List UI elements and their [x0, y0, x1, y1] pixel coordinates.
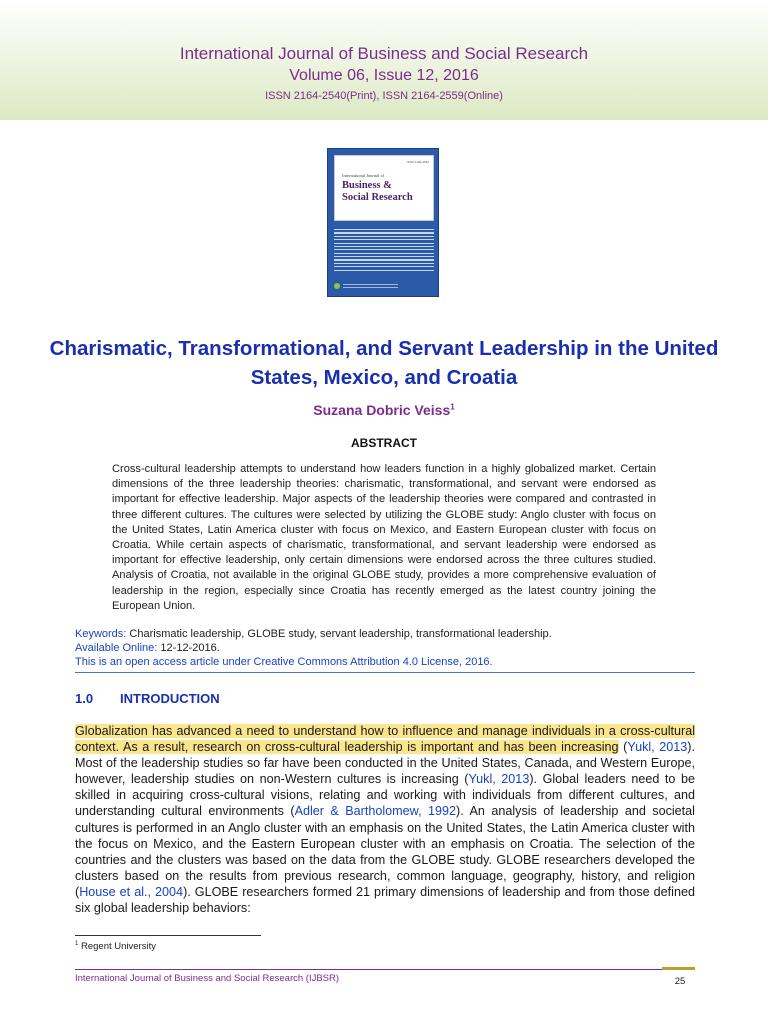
cover-intl-text: International Journal of [342, 173, 385, 178]
section-title: INTRODUCTION [120, 691, 220, 706]
cover-text-lines [334, 229, 434, 273]
license-link[interactable]: This is an open access article under Creative Commons Attribution 4.0 License, 2016. [75, 656, 493, 668]
footnote [75, 941, 156, 952]
author-name: Suzana Dobric Veiss [313, 402, 451, 418]
cover-title [342, 180, 434, 204]
paragraph-text: ). An analysis of leadership and societal cultures is performed in an Anglo cluster with an emphasis on the United States, the Latin America cluster with the focus on Mexico, and the Eastern European cluster with an emphasis on Croatia. The selection of the countries and the clusters was based on the data from the GLOBE study. GLOBE researchers developed the clusters based on the results from previous research, common language, geography, history, and religion ( [75, 804, 695, 899]
cover-footer-lines [343, 284, 398, 290]
citation-link[interactable]: Adler & Bartholomew, 1992 [294, 804, 457, 819]
page-number: 25 [674, 976, 686, 987]
keywords-line [75, 627, 695, 641]
paper-title: Charismatic, Transformational, and Servant Leadership in the United States, Mexico, and Croatia [49, 337, 719, 389]
section-heading-introduction [75, 691, 220, 706]
keywords-text: Charismatic leadership, GLOBE study, servant leadership, transformational leadership. [129, 628, 552, 640]
section-number: 1.0 [75, 691, 94, 706]
introduction-paragraph [75, 723, 695, 916]
available-online-line [75, 641, 695, 655]
footnote-text: Regent University [78, 941, 156, 953]
available-online-date: 12-12-2016. [160, 642, 220, 654]
citation-link[interactable]: Yukl, 2013 [627, 740, 688, 755]
journal-issn: ISSN 2164-2540(Print), ISSN 2164-2559(Online) [265, 90, 503, 102]
footnote-divider [75, 935, 261, 936]
keywords-label: Keywords: [75, 628, 127, 640]
footer-divider [75, 969, 695, 970]
cover-title-line2: Social Research [342, 192, 413, 203]
journal-header [0, 0, 768, 120]
abstract-heading: ABSTRACT [351, 436, 417, 450]
footer-journal-name: International Journal of Business and Social Research (IJBSR) [75, 973, 340, 984]
footer-accent-bar [662, 967, 695, 970]
cover-title-line1: Business & [342, 180, 392, 191]
highlighted-text: Globalization has advanced a need to understand how to influence and manage individuals in a cross-cultural context. As a result, research on cross-cultural leadership is important and has been increasing [75, 724, 695, 755]
journal-name: International Journal of Business and Social Research [179, 44, 589, 63]
paragraph-text: ( [618, 740, 628, 755]
journal-cover-image [327, 148, 439, 297]
paragraph-text: ). Global leaders need to be skilled in acquiring cross-cultural visions, relating and working with individuals from different cultures, and understanding cultural environments ( [75, 772, 695, 819]
paragraph-text: ). GLOBE researchers formed 21 primary dimensions of leadership and from those defined six global leadership behaviors: [75, 884, 695, 916]
cover-logo-icon [334, 283, 340, 289]
citation-link[interactable]: Yukl, 2013 [468, 772, 530, 787]
author-footnote-marker: 1 [450, 402, 455, 412]
cover-title-panel [334, 155, 434, 221]
footnote-marker: 1 [75, 941, 79, 947]
cover-issn: ISSN 2164-2540 [406, 160, 429, 164]
available-online-label: Available Online: [75, 642, 158, 654]
divider [75, 672, 695, 673]
citation-link[interactable]: House et al., 2004 [79, 884, 184, 899]
journal-volume: Volume 06, Issue 12, 2016 [289, 67, 479, 84]
paper-author [0, 402, 768, 418]
abstract-text: Cross-cultural leadership attempts to understand how leaders function in a highly globalized market. Certain dimensions of the three leadership theories: charismatic, transformational, and servant were endorsed as important for effective leadership. Major aspects of the leadership theories were compared and contrasted in three different cultures. The cultures were selected by utilizing the GLOBE study: Anglo cluster with focus on the United States, Latin America cluster with focus on Mexico, and Eastern European cluster with focus on Croatia. While certain aspects of charismatic, transformational, and servant leadership were endorsed as important for effective leadership, only certain dimensions were endorsed across the three cultures studied. Analysis of Croatia, not available in the original GLOBE study, provides a more comprehensive evaluation of leadership in the region, especially since Croatia has recently emerged as the latest country joining the European Union. [112, 463, 656, 612]
paragraph-text: ). Most of the leadership studies so far have been conducted in the United States, Canada, and Western Europe, however, leadership studies on non-Western cultures is increasing ( [75, 740, 695, 787]
